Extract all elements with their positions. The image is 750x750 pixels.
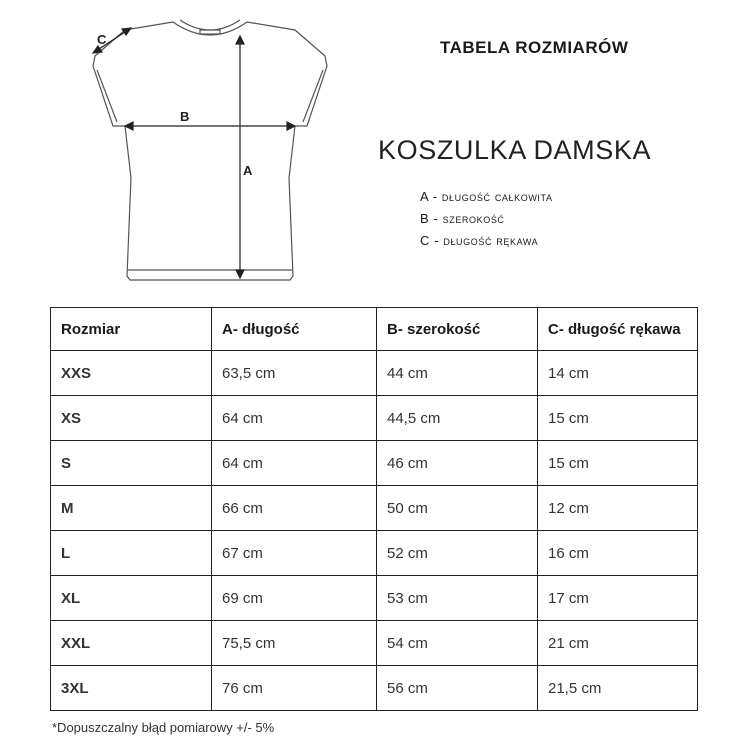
table-row bbox=[51, 666, 698, 711]
length-cell: 69 cm bbox=[212, 576, 377, 621]
table-row bbox=[51, 441, 698, 486]
tshirt-outline-icon bbox=[93, 20, 327, 280]
length-cell: 66 cm bbox=[212, 486, 377, 531]
page-title: TABELA ROZMIARÓW bbox=[440, 38, 629, 57]
tshirt-diagram bbox=[85, 18, 335, 293]
sleeve-cell: 21,5 cm bbox=[538, 666, 698, 711]
width-cell: 53 cm bbox=[377, 576, 538, 621]
sleeve-cell: 16 cm bbox=[538, 531, 698, 576]
table-header-row bbox=[51, 308, 698, 351]
size-cell: XS bbox=[51, 396, 212, 441]
diagram-label-b: B bbox=[180, 109, 190, 124]
sleeve-cell: 15 cm bbox=[538, 396, 698, 441]
length-cell: 64 cm bbox=[212, 441, 377, 486]
size-cell: XXS bbox=[51, 351, 212, 396]
length-cell: 67 cm bbox=[212, 531, 377, 576]
column-header: C- długość rękawa bbox=[538, 308, 698, 351]
table-row bbox=[51, 621, 698, 666]
size-cell: 3XL bbox=[51, 666, 212, 711]
length-cell: 75,5 cm bbox=[212, 621, 377, 666]
column-header: B- szerokość bbox=[377, 308, 538, 351]
width-cell: 44 cm bbox=[377, 351, 538, 396]
length-cell: 76 cm bbox=[212, 666, 377, 711]
measurement-legend bbox=[420, 186, 553, 252]
diagram-label-a: A bbox=[243, 163, 253, 178]
sleeve-cell: 17 cm bbox=[538, 576, 698, 621]
width-cell: 50 cm bbox=[377, 486, 538, 531]
table-row bbox=[51, 486, 698, 531]
width-cell: 44,5 cm bbox=[377, 396, 538, 441]
sleeve-cell: 21 cm bbox=[538, 621, 698, 666]
table-row bbox=[51, 576, 698, 621]
length-cell: 63,5 cm bbox=[212, 351, 377, 396]
legend-item-a: A - długość całkowita bbox=[420, 189, 553, 204]
size-cell: L bbox=[51, 531, 212, 576]
legend-item-c: C - długość rękawa bbox=[420, 233, 539, 248]
table-row bbox=[51, 531, 698, 576]
width-cell: 46 cm bbox=[377, 441, 538, 486]
size-cell: XXL bbox=[51, 621, 212, 666]
sleeve-cell: 15 cm bbox=[538, 441, 698, 486]
length-cell: 64 cm bbox=[212, 396, 377, 441]
size-cell: M bbox=[51, 486, 212, 531]
sleeve-cell: 12 cm bbox=[538, 486, 698, 531]
size-table bbox=[50, 307, 698, 711]
width-cell: 54 cm bbox=[377, 621, 538, 666]
width-cell: 52 cm bbox=[377, 531, 538, 576]
table-row bbox=[51, 351, 698, 396]
sleeve-cell: 14 cm bbox=[538, 351, 698, 396]
diagram-label-c: C bbox=[97, 32, 107, 47]
legend-item-b: B - szerokość bbox=[420, 211, 505, 226]
size-cell: XL bbox=[51, 576, 212, 621]
table-row bbox=[51, 396, 698, 441]
column-header: A- długość bbox=[212, 308, 377, 351]
product-name: KOSZULKA DAMSKA bbox=[378, 135, 652, 165]
size-cell: S bbox=[51, 441, 212, 486]
width-cell: 56 cm bbox=[377, 666, 538, 711]
footnote: *Dopuszczalny błąd pomiarowy +/- 5% bbox=[52, 720, 275, 735]
column-header: Rozmiar bbox=[51, 308, 212, 351]
